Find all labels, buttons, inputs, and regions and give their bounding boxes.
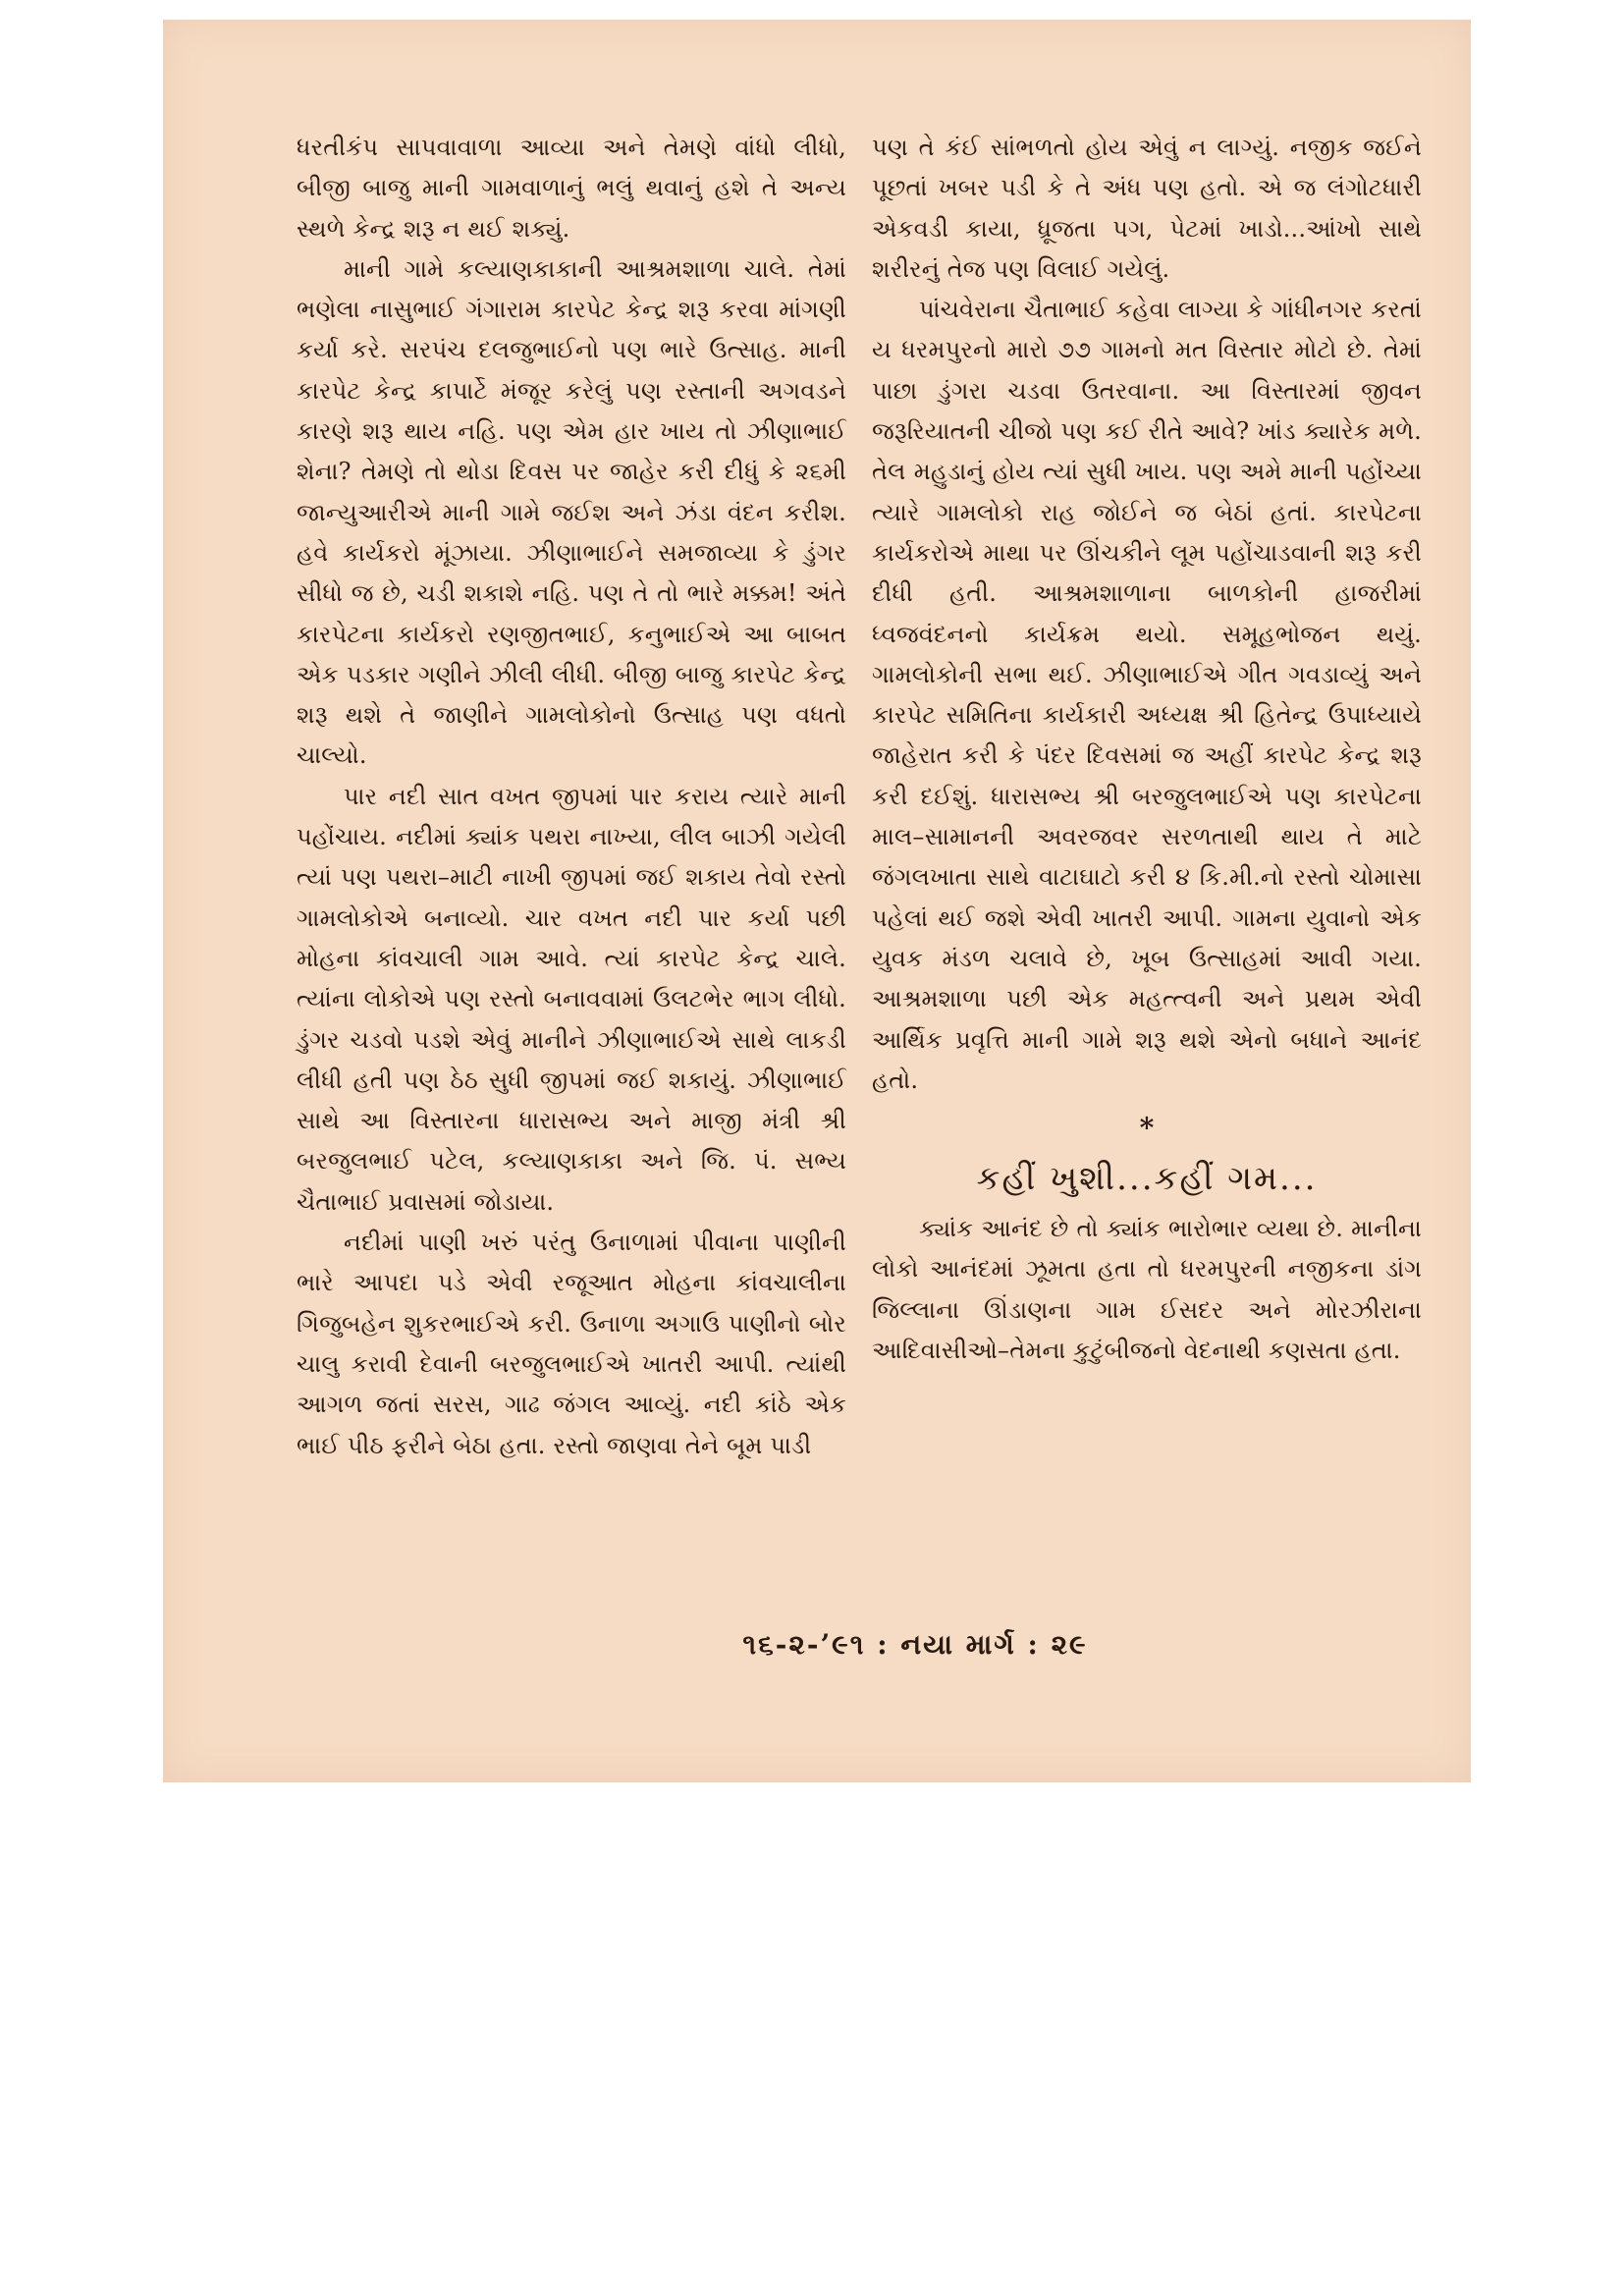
right-column bbox=[872, 128, 1422, 1371]
paragraph: પાર નદી સાત વખત જીપમાં પાર કરાય ત્યારે માની પહોંચાય. નદીમાં ક્યાંક પથરા નાખ્યા, લીલ બાઝી ગયેલી ત્યાં પણ પથરા–માટી નાખી જીપમાં જઈ શકાય તેવો રસ્તો ગામલોકોએ બનાવ્યો. ચાર વખત નદી પાર કર્યા પછી મોહના કાંવચાલી ગામ આવે. ત્યાં કારપેટ કેન્દ્ર ચાલે. ત્યાંના લોકોએ પણ રસ્તો બનાવવામાં ઉલટભેર ભાગ લીધો. ડુંગર ચડવો પડશે એવું માનીને ઝીણાભાઈએ સાથે લાકડી લીધી હતી પણ ઠેઠ સુધી જીપમાં જઈ શકાયું. ઝીણાભાઈ સાથે આ વિસ્તારના ધારાસભ્ય અને માજી મંત્રી શ્રી બરજુલભાઈ પટેલ, કલ્યાણકાકા અને જિ. પં. સભ્ય ચૈતાભાઈ પ્રવાસમાં જોડાયા. bbox=[297, 782, 846, 1216]
paragraph: પાંચવેરાના ચૈતાભાઈ કહેવા લાગ્યા કે ગાંધીનગર કરતાં ય ધરમપુરનો મારો ૭૭ ગામનો મત વિસ્તાર મોટો છે. તેમાં પાછા ડુંગરા ચડવા ઉતરવાના. આ વિસ્તારમાં જીવન જરૂરિયાતની ચીજો પણ કઈ રીતે આવે? ખાંડ ક્યારેક મળે. તેલ મહુડાનું હોય ત્યાં સુધી ખાય. પણ અમે માની પહોંચ્યા ત્યારે ગામલોકો રાહ જોઈને જ બેઠાં હતાં. કારપેટના કાર્યકરોએ માથા પર ઊંચકીને લૂમ પહોંચાડવાની શરૂ કરી દીધી હતી. આશ્રમશાળાના બાળકોની હાજરીમાં ધ્વજવંદનનો કાર્યક્રમ થયો. સમૂહભોજન થયું. ગામલોકોની સભા થઈ. ઝીણાભાઈએ ગીત ગવડાવ્યું અને કારપેટ સમિતિના કાર્યકારી અધ્યક્ષ શ્રી હિતેન્દ્ર ઉપાધ્યાયે જાહેરાત કરી કે પંદર દિવસમાં જ અહીં કારપેટ કેન્દ્ર શરૂ કરી દઈશું. ધારાસભ્ય શ્રી બરજુલભાઈએ પણ કારપેટના માલ–સામાનની અવરજવર સરળતાથી થાય તે માટે જંગલખાતા સાથે વાટાઘાટો કરી ૪ કિ.મી.નો રસ્તો ચોમાસા પહેલાં થઈ જશે એવી ખાતરી આપી. ગામના યુવાનો એક યુવક મંડળ ચલાવે છે, ખૂબ ઉત્સાહમાં આવી ગયા. આશ્રમશાળા પછી એક મહત્ત્વની અને પ્રથમ એવી આર્થિક પ્રવૃત્તિ માની ગામે શરૂ થશે એનો બધાને આનંદ હતો. bbox=[872, 296, 1422, 1094]
page-footer: ૧૬-૨-’૯૧ : નયા માર્ગ : ૨૯ bbox=[742, 1628, 1088, 1661]
paragraph: ક્યાંક આનંદ છે તો ક્યાંક ભારોભાર વ્યથા છે. માનીના લોકો આનંદમાં ઝૂમતા હતા તો ધરમપુરની નજીકના ડાંગ જિલ્લાના ઊંડાણના ગામ ઈસદર અને મોરઝીરાના આદિવાસીઓ–તેમના કુટુંબીજનો વેદનાથી કણસતા હતા. bbox=[872, 1215, 1422, 1365]
paragraph: ધરતીકંપ સાપવાવાળા આવ્યા અને તેમણે વાંધો લીધો, બીજી બાજુ માની ગામવાળાનું ભલું થવાનું હશે તે અન્ય સ્થળે કેન્દ્ર શરૂ ન થઈ શક્યું. bbox=[297, 134, 846, 243]
paragraph: નદીમાં પાણી ખરું પરંતુ ઉનાળામાં પીવાના પાણીની ભારે આપદા પડે એવી રજૂઆત મોહના કાંવચાલીના ગિજુબહેન શુકરભાઈએ કરી. ઉનાળા અગાઉ પાણીનો બોર ચાલુ કરાવી દેવાની બરજુલભાઈએ ખાતરી આપી. ત્યાંથી આગળ જતાં સરસ, ગાઢ જંગલ આવ્યું. નદી કાંઠે એક ભાઈ પીઠ ફરીને બેઠા હતા. રસ્તો જાણવા તેને બૂમ પાડી bbox=[297, 1229, 846, 1459]
scanned-page bbox=[163, 20, 1471, 1782]
section-separator: * bbox=[1139, 1112, 1155, 1145]
left-column bbox=[297, 128, 846, 1466]
paragraph: પણ તે કંઈ સાંભળતો હોય એવું ન લાગ્યું. નજીક જઈને પૂછતાં ખબર પડી કે તે અંધ પણ હતો. એ જ લંગોટધારી એકવડી કાયા, ધ્રૂજતા પગ, પેટમાં ખાડો...આંખો સાથે શરીરનું તેજ પણ વિલાઈ ગયેલું. bbox=[872, 134, 1422, 283]
section-heading: કહીં ખુશી...કહીં ગમ... bbox=[976, 1159, 1318, 1199]
paragraph: માની ગામે કલ્યાણકાકાની આશ્રમશાળા ચાલે. તેમાં ભણેલા નાસુભાઈ ગંગારામ કારપેટ કેન્દ્ર શરૂ કરવા માંગણી કર્યા કરે. સરપંચ દલજુભાઈનો પણ ભારે ઉત્સાહ. માની કારપેટ કેન્દ્ર કાપાર્ટે મંજૂર કરેલું પણ રસ્તાની અગવડને કારણે શરૂ થાય નહિ. પણ એમ હાર ખાય તો ઝીણાભાઈ શેના? તેમણે તો થોડા દિવસ પર જાહેર કરી દીધું કે ૨૬મી જાન્યુઆરીએ માની ગામે જઈશ અને ઝંડા વંદન કરીશ. હવે કાર્યકરો મૂંઝાયા. ઝીણાભાઈને સમજાવ્યા કે ડુંગર સીધો જ છે, ચડી શકાશે નહિ. પણ તે તો ભારે મક્કમ! અંતે કારપેટના કાર્યકરો રણજીતભાઈ, કનુભાઈએ આ બાબત એક પડકાર ગણીને ઝીલી લીધી. બીજી બાજુ કારપેટ કેન્દ્ર શરૂ થશે તે જાણીને ગામલોકોનો ઉત્સાહ પણ વધતો ચાલ્યો. bbox=[297, 254, 846, 770]
